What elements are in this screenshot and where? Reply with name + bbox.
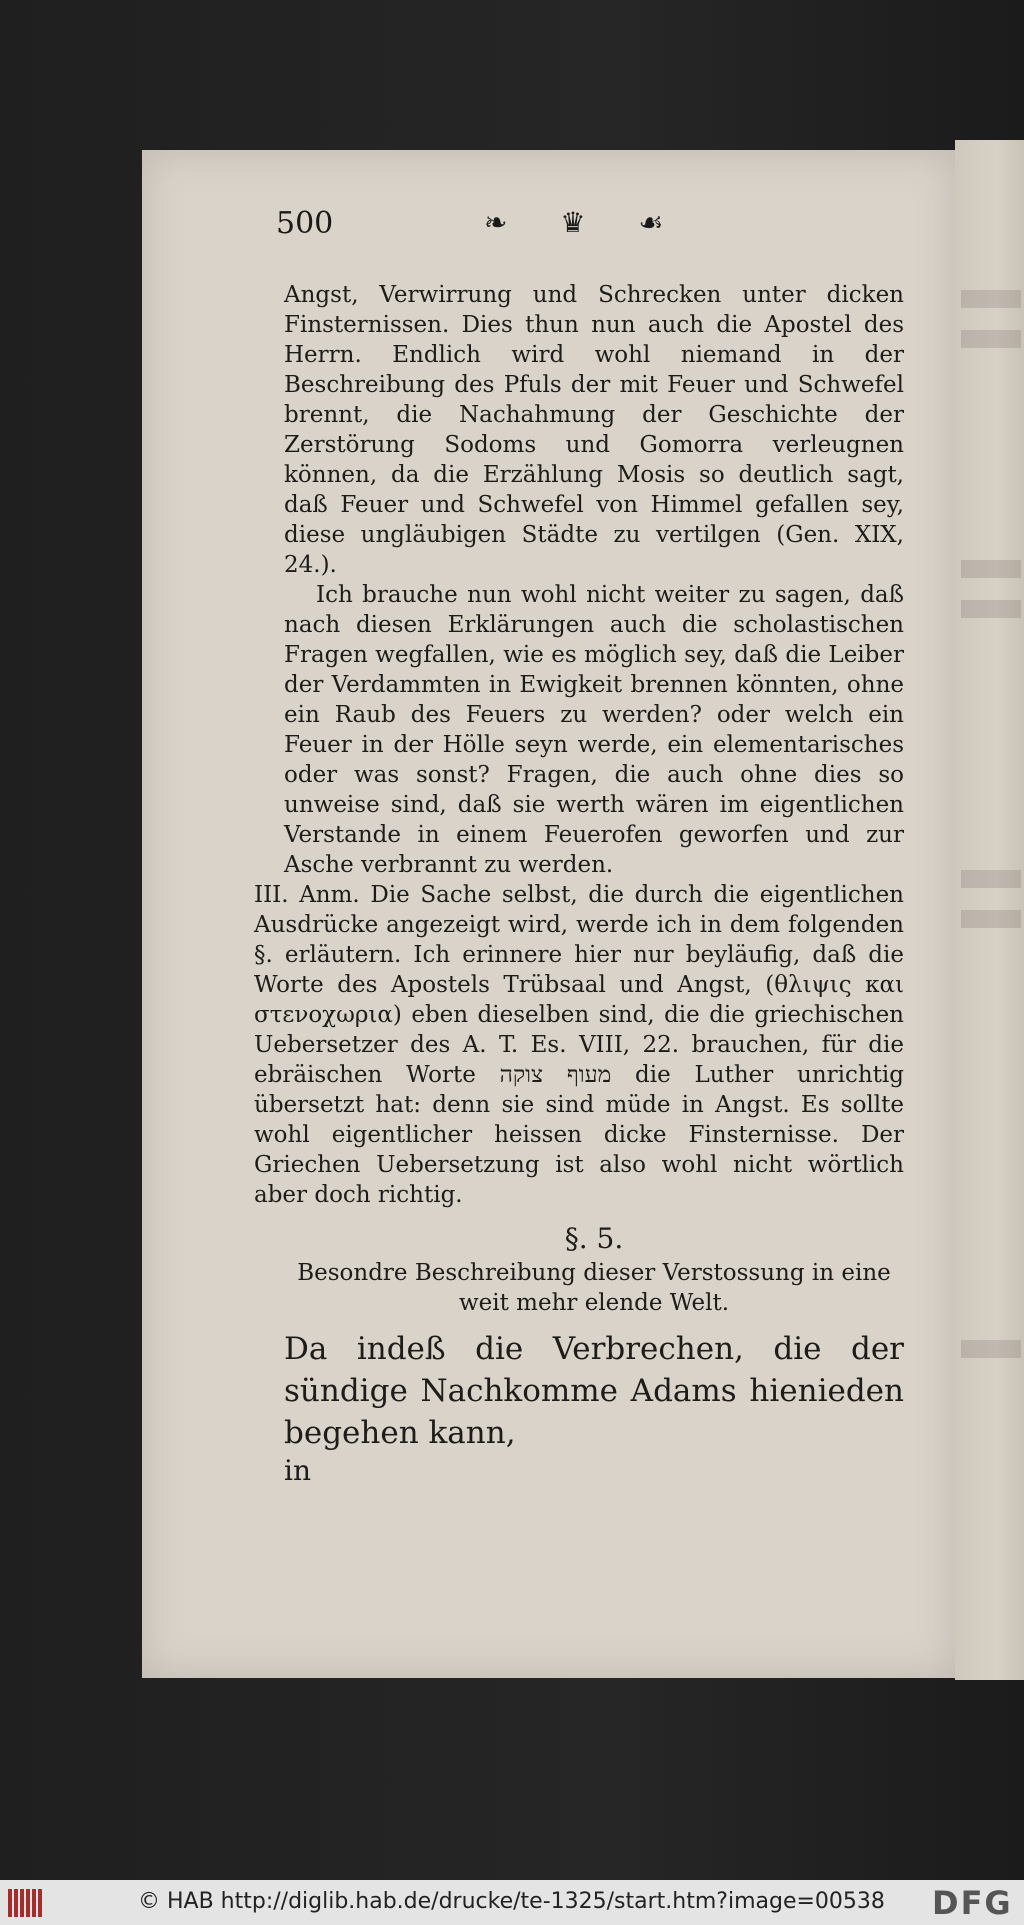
page-body: [254, 280, 904, 1488]
adjacent-page-text: [961, 910, 1021, 928]
adjacent-page-text: [961, 1340, 1021, 1358]
section-mark: §. 5.: [564, 1222, 624, 1255]
hab-logo-icon: [8, 1889, 48, 1917]
section-lead-text: Da indeß die Verbrechen, die der sündige Nachkomme Adams hienieden begehen kann,: [284, 1331, 904, 1451]
adjacent-page-text: [961, 290, 1021, 308]
adjacent-page-edge: [955, 140, 1024, 1680]
adjacent-page-text: [961, 600, 1021, 618]
section-title: Besondre Beschreibung dieser Verstossung in eine weit mehr elende Welt.: [297, 1260, 891, 1316]
adjacent-page-text: [961, 330, 1021, 348]
footer-credit: © HAB http://diglib.hab.de/drucke/te-1325/start.htm?image=00538: [138, 1889, 885, 1914]
footer-bar: [0, 1880, 1024, 1925]
paragraph: Angst, Verwirrung und Schrecken unter dicken Finsternissen. Dies thun nun auch die Apostel des Herrn. Endlich wird wohl niemand in der Beschreibung des Pfuls der mit Feuer und Schwefel brennt, die Nachahmung der Geschichte der Zerstörung Sodoms und Gomorra verleugnen können, da die Erzählung Mosis so deutlich sagt, daß Feuer und Schwefel von Himmel gefallen sey, diese ungläubigen Städte zu vertilgen (Gen. XIX, 24.).: [284, 282, 904, 578]
book-page: [142, 150, 955, 1678]
annotation-paragraph: III. Anm. Die Sache selbst, die durch die eigentlichen Ausdrücke angezeigt wird, werde ich in dem folgenden §. erläutern. Ich erinnere hier nur beyläufig, daß die Worte des Apostels Trübsaal und Angst, (θλιψις και στενοχωρια) eben dieselben sind, die die griechischen Uebersetzer des A. T. Es. VIII, 22. brauchen, für die ebräischen Worte מעוף צוקה die Luther unrichtig übersetzt hat: denn sie sind müde in Angst. Es sollte wohl eigentlicher heissen dicke Finsternisse. Der Griechen Uebersetzung ist also wohl nicht wörtlich aber doch richtig.: [254, 882, 904, 1208]
header-ornament: ❧ ♛ ☙: [484, 206, 686, 239]
adjacent-page-text: [961, 870, 1021, 888]
paragraph: Ich brauche nun wohl nicht weiter zu sagen, daß nach diesen Erklärungen auch die scholastischen Fragen wegfallen, wie es möglich sey, daß die Leiber der Verdammten in Ewigkeit brennen könnten, ohne ein Raub des Feuers zu werden? oder welch ein Feuer in der Hölle seyn werde, ein elementarisches oder was sonst? Fragen, die auch ohne dies so unweise sind, daß sie werth wären im eigentlichen Verstande in einem Feuerofen geworfen und zur Asche verbrannt zu werden.: [284, 582, 904, 878]
page-number: 500: [276, 206, 334, 241]
catchword: in: [284, 1454, 311, 1487]
adjacent-page-text: [961, 560, 1021, 578]
dfg-logo: DFG: [932, 1884, 1013, 1922]
